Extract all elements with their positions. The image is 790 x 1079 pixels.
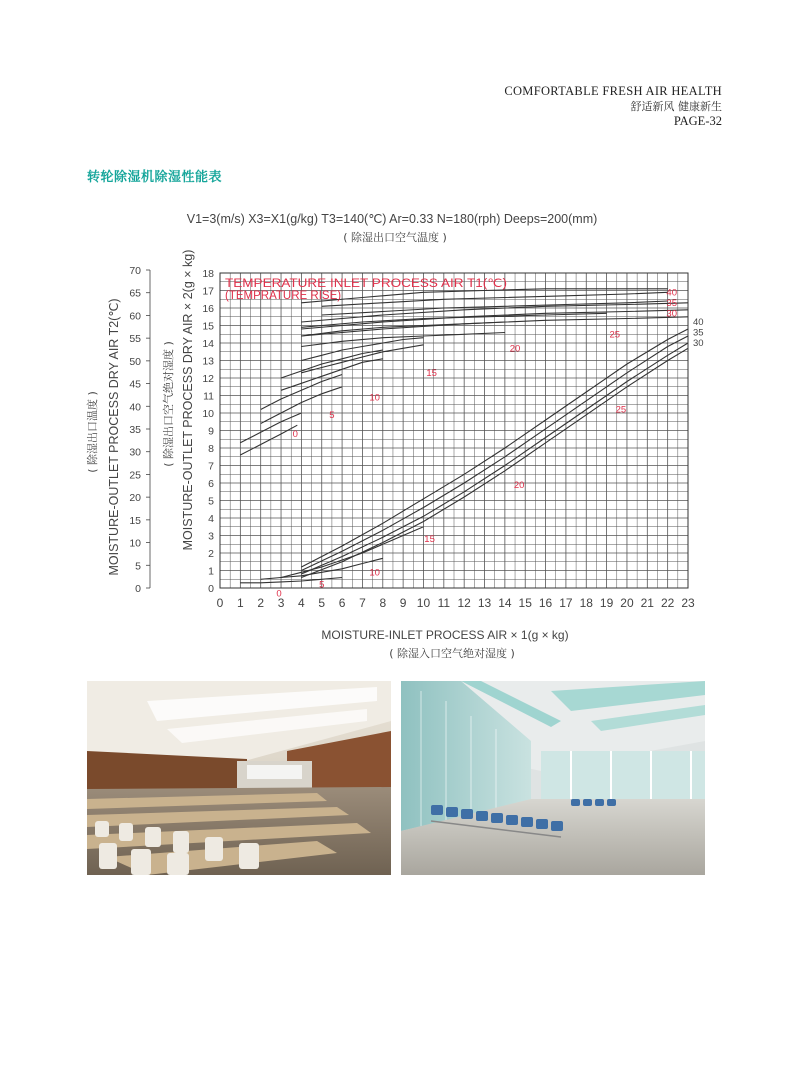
section-title: 转轮除湿机除湿性能表 [87, 170, 223, 185]
x-tick-label: 2 [257, 596, 265, 610]
y-right-tick-label: 12 [202, 373, 214, 385]
x-axis-label-cn: ( 除湿入口空气绝对湿度 ) [389, 647, 515, 660]
x-tick-label: 0 [216, 596, 224, 610]
y-left-tick-label: 20 [129, 492, 141, 505]
x-tick-label: 10 [416, 596, 431, 610]
curve-label: 5 [329, 409, 335, 421]
curve-label: 25 [615, 404, 627, 416]
y-left-tick-label: 60 [129, 310, 141, 323]
y-right-tick-label: 16 [202, 303, 214, 315]
curve-label: 30 [666, 308, 678, 320]
dehumidifier-performance-chart [0, 195, 790, 665]
x-tick-label: 3 [277, 596, 285, 610]
y-left-tick-label: 30 [129, 446, 141, 459]
y-axis-left-label-cn: ( 除湿出口温度 ) [86, 391, 99, 473]
y-right-tick-label: 14 [202, 338, 214, 350]
y-right-tick-label: 6 [208, 478, 214, 490]
y-right-tick-label: 0 [208, 583, 214, 595]
curve-label: 0 [292, 429, 298, 440]
x-tick-label: 11 [437, 596, 451, 610]
y-left-tick-label: 15 [129, 514, 141, 527]
page-number: PAGE-32 [673, 114, 722, 128]
y-axis-left-label: MOISTURE-OUTLET PROCESS DRY AIR T2(℃) [107, 298, 121, 576]
chart-grid [220, 273, 688, 588]
curve-label: 20 [509, 343, 521, 355]
y-axis-right-label-cn: ( 除湿出口空气绝对湿度 ) [162, 341, 175, 467]
y-right-tick-label: 7 [208, 460, 214, 473]
curve-label: 25 [609, 329, 621, 341]
header-slogan-cn: 舒适新风 健康新生 [630, 100, 722, 113]
x-tick-label: 20 [620, 596, 634, 610]
x-tick-label: 12 [457, 596, 471, 610]
y-left-tick-label: 25 [129, 469, 141, 482]
header-slogan-en: COMFORTABLE FRESH AIR HEALTH [504, 84, 722, 98]
inner-title-1: TEMPERATURE INLET PROCESS AIR T1(℃) [225, 278, 508, 290]
x-tick-label: 5 [318, 596, 326, 610]
x-tick-label: 8 [379, 596, 387, 610]
x-tick-label: 15 [518, 596, 532, 610]
x-tick-label: 6 [338, 596, 346, 610]
y-left-tick-label: 40 [129, 401, 141, 414]
y-left-tick-label: 0 [135, 583, 141, 595]
x-tick-label: 16 [538, 596, 553, 610]
right-edge-label: 30 [693, 338, 704, 349]
inner-title-2: (TEMPRATURE RISE) [225, 290, 342, 302]
x-tick-label: 4 [298, 596, 305, 610]
y-right-tick-label: 9 [208, 425, 214, 438]
y-right-tick-label: 3 [208, 530, 214, 543]
y-axis-right-label: MOISTURE-OUTLET PROCESS DRY AIR × 2(g × kg) [181, 249, 195, 551]
x-tick-label: 1 [237, 596, 244, 610]
temp-rise-curve [240, 425, 297, 455]
curve-label: 0 [276, 588, 282, 600]
right-edge-label: 35 [693, 327, 704, 339]
y-right-tick-label: 4 [208, 513, 214, 525]
x-tick-label: 13 [477, 596, 492, 610]
x-tick-label: 9 [399, 596, 407, 610]
x-axis-label: MOISTURE-INLET PROCESS AIR × 1(g × kg) [321, 628, 569, 642]
chart-params: V1=3(m/s) X3=X1(g/kg) T3=140(℃) Ar=0.33 N=180(rph) Deeps=200(mm) [186, 212, 598, 226]
curve-label: 40 [666, 287, 678, 299]
y-right-tick-label: 8 [208, 443, 214, 455]
y-right-tick-label: 10 [202, 408, 214, 420]
curve-label: 35 [666, 297, 678, 309]
conference-room-photo [87, 681, 391, 875]
y-right-tick-label: 18 [202, 268, 214, 280]
y-right-tick-label: 2 [208, 548, 214, 560]
y-right-tick-label: 5 [208, 495, 214, 508]
x-tick-label: 23 [681, 596, 695, 610]
y-left-tick-label: 35 [129, 424, 141, 436]
chart-subtitle: ( 除湿出口空气温度 ) [343, 231, 447, 244]
x-tick-label: 18 [579, 596, 593, 610]
y-left-tick-label: 5 [135, 560, 141, 573]
page-header [504, 84, 722, 129]
y-right-tick-label: 15 [202, 320, 214, 333]
y-left-tick-label: 50 [129, 355, 141, 368]
y-right-tick-label: 11 [203, 390, 214, 403]
waiting-hall-photo [401, 681, 705, 875]
y-right-tick-label: 1 [208, 565, 214, 578]
curve-label: 15 [424, 534, 435, 545]
curve-label: 10 [369, 567, 380, 579]
x-tick-label: 7 [359, 596, 366, 610]
x-tick-label: 14 [498, 596, 512, 610]
x-tick-label: 19 [599, 596, 614, 610]
curve-label: 15 [426, 367, 437, 379]
y-left-tick-label: 70 [129, 265, 141, 277]
y-left-tick-label: 45 [129, 378, 141, 391]
curve-label: 20 [513, 479, 525, 491]
right-edge-label: 40 [693, 317, 704, 328]
y-right-tick-label: 13 [202, 355, 214, 368]
y-left-tick-label: 55 [129, 333, 141, 346]
y-left-tick-label: 65 [129, 287, 141, 300]
y-left-tick-label: 10 [129, 537, 141, 550]
y-right-tick-label: 17 [202, 285, 214, 298]
curve-label: 5 [319, 579, 325, 591]
x-tick-label: 17 [559, 596, 573, 610]
x-tick-label: 21 [640, 596, 654, 610]
curve-label: 10 [369, 392, 380, 404]
x-tick-label: 22 [660, 596, 675, 610]
